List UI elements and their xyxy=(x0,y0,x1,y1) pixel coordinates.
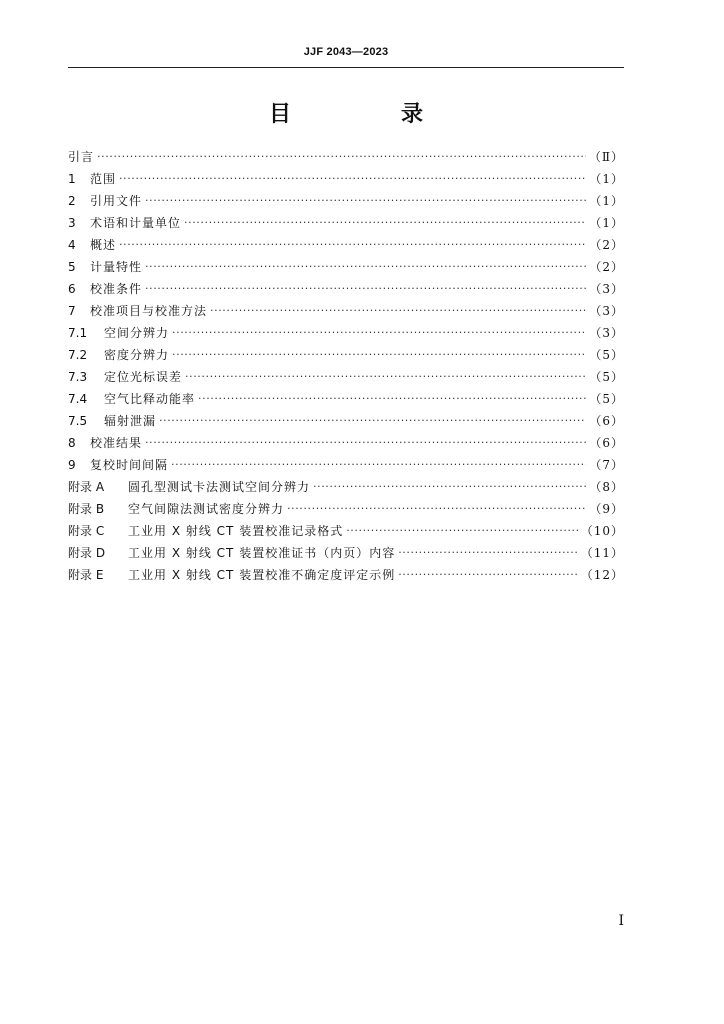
toc-entry-label: 复校时间间隔 xyxy=(90,458,169,472)
toc-leader-dots xyxy=(119,168,586,190)
toc-entry-number: 1 xyxy=(68,172,76,186)
toc-entry[interactable] xyxy=(68,300,624,322)
toc-entry[interactable] xyxy=(68,564,624,586)
toc-entry-page: （12） xyxy=(580,568,624,582)
toc-entry-label: 范围 xyxy=(90,172,117,186)
toc-entry-page: （6） xyxy=(589,436,624,450)
toc-entry-number: 7.5 xyxy=(68,414,88,428)
toc-entry-page: （10） xyxy=(580,524,624,538)
toc-entry-label: 空间分辨力 xyxy=(104,326,170,340)
toc-entry-number: 附录 D xyxy=(68,546,106,560)
toc-entry-page: （3） xyxy=(589,326,624,340)
toc-leader-dots xyxy=(287,498,586,520)
toc-entry-page: （8） xyxy=(589,480,624,494)
toc-entry-number: 附录 A xyxy=(68,480,105,494)
toc-entry-label: 圆孔型测试卡法测试空间分辨力 xyxy=(128,480,311,494)
toc-entry-label: 定位光标误差 xyxy=(104,370,183,384)
toc-entry-number: 7 xyxy=(68,304,76,318)
toc-entry-page: （5） xyxy=(589,370,624,384)
toc-entry[interactable] xyxy=(68,410,624,432)
toc-entry-label: 概述 xyxy=(90,238,117,252)
toc-entry-page: （3） xyxy=(589,304,624,318)
toc-entry-label: 空气比释动能率 xyxy=(104,392,196,406)
toc-entry-page: （9） xyxy=(589,502,624,516)
toc-entry-page: （1） xyxy=(589,216,624,230)
toc-entry[interactable] xyxy=(68,344,624,366)
toc-entry[interactable] xyxy=(68,168,624,190)
toc-entry-label: 校准项目与校准方法 xyxy=(90,304,208,318)
toc-entry-number: 7.3 xyxy=(68,370,88,384)
toc-entry[interactable] xyxy=(68,256,624,278)
toc-entry-label: 空气间隙法测试密度分辨力 xyxy=(128,502,285,516)
toc-leader-dots xyxy=(145,256,586,278)
toc-entry-page: （Ⅱ） xyxy=(588,150,624,164)
document-code-header: JJF 2043—2023 xyxy=(303,46,389,58)
header-divider xyxy=(68,67,624,68)
toc-entry-label: 计量特性 xyxy=(90,260,143,274)
toc-leader-dots xyxy=(398,564,578,586)
toc-entry-page: （6） xyxy=(589,414,624,428)
toc-leader-dots xyxy=(313,476,586,498)
toc-entry-number: 7.1 xyxy=(68,326,88,340)
toc-entry[interactable] xyxy=(68,278,624,300)
toc-entry[interactable] xyxy=(68,454,624,476)
toc-entry-number: 2 xyxy=(68,194,76,208)
toc-entry-number: 附录 C xyxy=(68,524,105,538)
toc-entry-label: 校准条件 xyxy=(90,282,143,296)
toc-entry-page: （11） xyxy=(580,546,624,560)
toc-leader-dots xyxy=(145,190,586,212)
toc-entry-page: （2） xyxy=(589,238,624,252)
toc-entry-label: 引用文件 xyxy=(90,194,143,208)
page-number: I xyxy=(618,913,624,929)
toc-entry-label: 工业用 X 射线 CT 装置校准证书（内页）内容 xyxy=(128,546,396,560)
toc-leader-dots xyxy=(97,146,586,168)
toc-entry-number: 7.2 xyxy=(68,348,88,362)
toc-entry-page: （1） xyxy=(589,172,624,186)
toc-leader-dots xyxy=(145,278,586,300)
toc-leader-dots xyxy=(185,366,586,388)
toc-entry-number: 3 xyxy=(68,216,76,230)
toc-entry-number: 8 xyxy=(68,436,76,450)
toc-entry[interactable] xyxy=(68,190,624,212)
toc-entry[interactable] xyxy=(68,498,624,520)
toc-entry-number: 4 xyxy=(68,238,76,252)
toc-entry[interactable] xyxy=(68,388,624,410)
page-title: 目 录 xyxy=(268,102,467,127)
toc-leader-dots xyxy=(159,410,586,432)
toc-entry[interactable] xyxy=(68,212,624,234)
toc-entry-page: （5） xyxy=(589,348,624,362)
toc-entry[interactable] xyxy=(68,322,624,344)
toc-entry-page: （1） xyxy=(589,194,624,208)
toc-leader-dots xyxy=(210,300,586,322)
toc-entry-number: 附录 B xyxy=(68,502,105,516)
toc-leader-dots xyxy=(171,454,586,476)
toc-entry[interactable] xyxy=(68,366,624,388)
toc-entry-page: （7） xyxy=(589,458,624,472)
toc-leader-dots xyxy=(172,344,586,366)
table-of-contents xyxy=(68,146,624,586)
toc-entry-page: （2） xyxy=(589,260,624,274)
toc-entry-label: 密度分辨力 xyxy=(104,348,170,362)
toc-entry-number: 6 xyxy=(68,282,76,296)
toc-leader-dots xyxy=(198,388,586,410)
toc-entry[interactable] xyxy=(68,432,624,454)
toc-entry-number: 附录 E xyxy=(68,568,104,582)
toc-entry-label: 术语和计量单位 xyxy=(90,216,182,230)
toc-leader-dots xyxy=(346,520,578,542)
toc-leader-dots xyxy=(398,542,578,564)
toc-entry[interactable] xyxy=(68,542,624,564)
toc-entry-page: （3） xyxy=(589,282,624,296)
toc-entry-page: （5） xyxy=(589,392,624,406)
toc-entry[interactable] xyxy=(68,234,624,256)
toc-leader-dots xyxy=(119,234,586,256)
toc-entry-label: 辐射泄漏 xyxy=(104,414,157,428)
toc-entry-label: 工业用 X 射线 CT 装置校准不确定度评定示例 xyxy=(128,568,396,582)
toc-entry-label: 工业用 X 射线 CT 装置校准记录格式 xyxy=(128,524,344,538)
toc-entry[interactable] xyxy=(68,476,624,498)
toc-entry-number: 9 xyxy=(68,458,76,472)
toc-leader-dots xyxy=(184,212,586,234)
toc-entry-number: 5 xyxy=(68,260,76,274)
toc-entry[interactable] xyxy=(68,146,624,168)
toc-leader-dots xyxy=(145,432,586,454)
toc-entry-number: 7.4 xyxy=(68,392,88,406)
toc-entry-label: 校准结果 xyxy=(90,436,143,450)
toc-leader-dots xyxy=(172,322,586,344)
toc-entry[interactable] xyxy=(68,520,624,542)
toc-entry-label: 引言 xyxy=(68,150,95,164)
